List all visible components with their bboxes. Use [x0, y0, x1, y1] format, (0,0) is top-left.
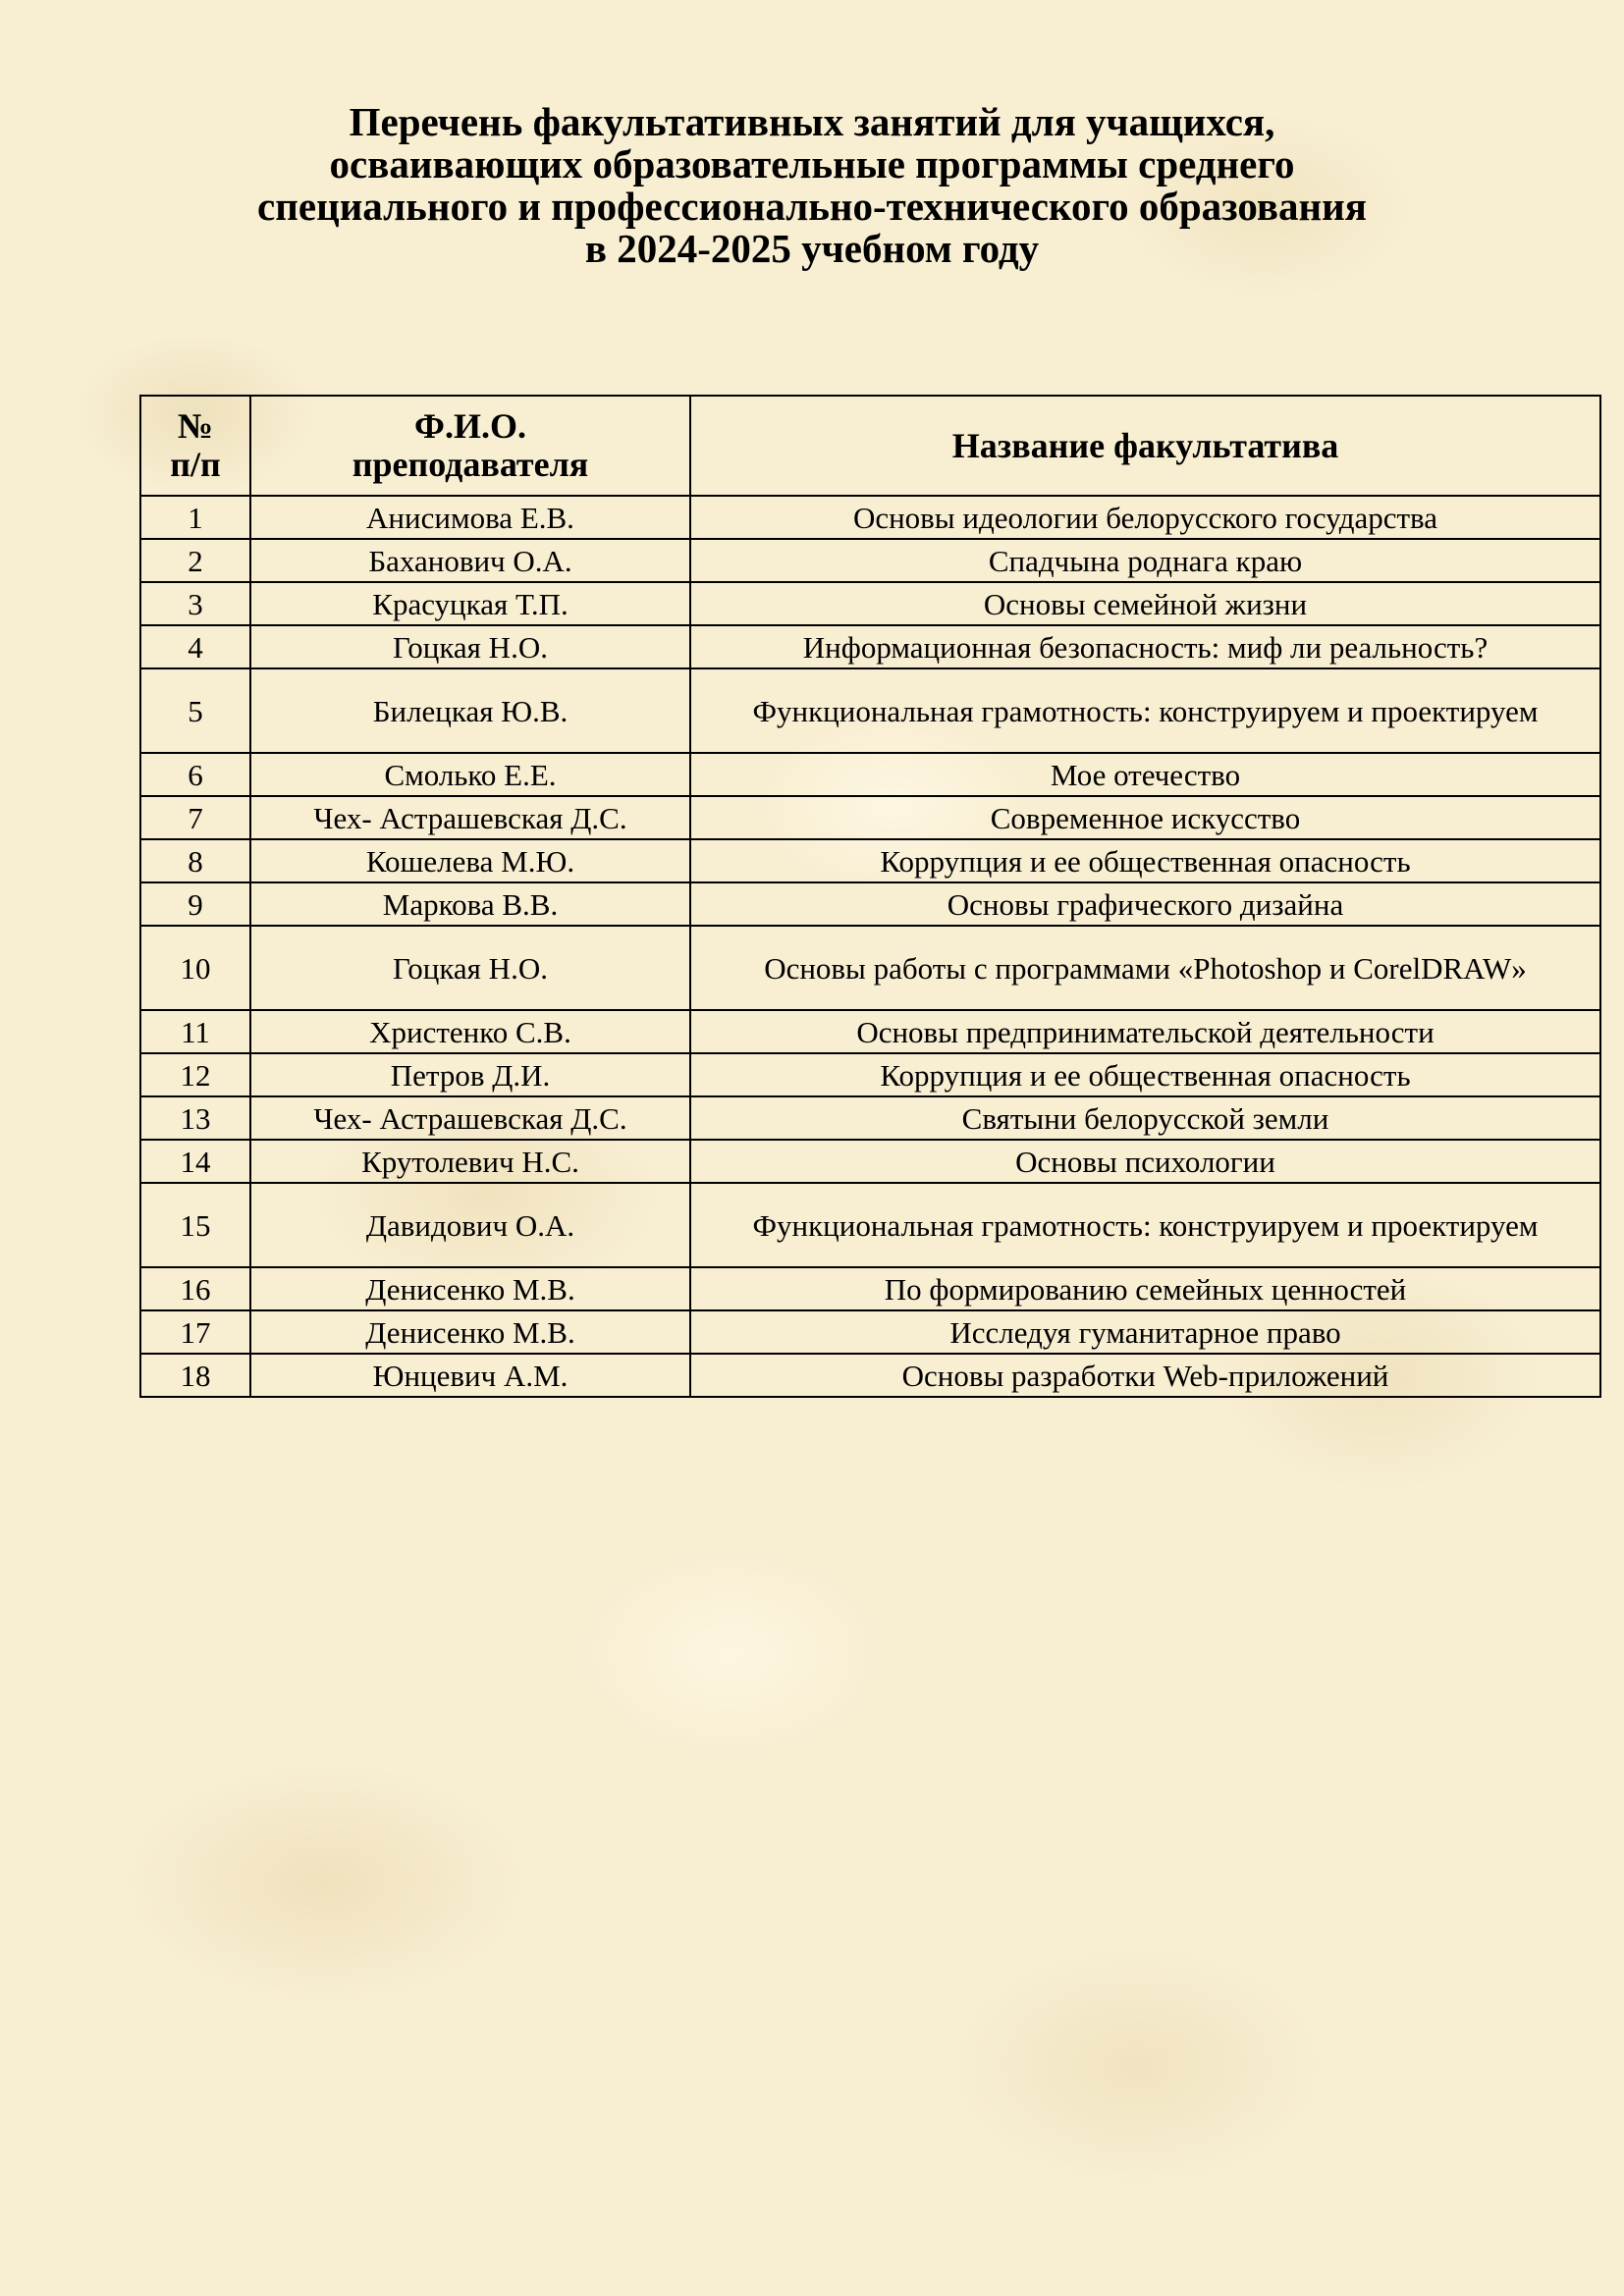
- row-teacher: Чех- Астрашевская Д.С.: [250, 796, 690, 839]
- row-number: 6: [140, 753, 250, 796]
- header-number-line1: №: [177, 406, 214, 446]
- row-number: 18: [140, 1354, 250, 1397]
- row-course: Основы разработки Web-приложений: [690, 1354, 1600, 1397]
- header-teacher-line2: преподавателя: [352, 445, 589, 484]
- row-teacher: Кошелева М.Ю.: [250, 839, 690, 882]
- table-row: [140, 1267, 1600, 1310]
- table-row: [140, 582, 1600, 625]
- row-course: Святыни белорусской земли: [690, 1096, 1600, 1140]
- row-number: 2: [140, 539, 250, 582]
- row-teacher: Денисенко М.В.: [250, 1267, 690, 1310]
- row-course: По формированию семейных ценностей: [690, 1267, 1600, 1310]
- row-course: Основы предпринимательской деятельности: [690, 1010, 1600, 1053]
- table-row: [140, 926, 1600, 1010]
- header-number-line2: п/п: [170, 445, 221, 484]
- row-number: 11: [140, 1010, 250, 1053]
- row-number: 13: [140, 1096, 250, 1140]
- row-course: Основы семейной жизни: [690, 582, 1600, 625]
- table-row: [140, 668, 1600, 753]
- row-teacher: Петров Д.И.: [250, 1053, 690, 1096]
- title-line: Перечень факультативных занятий для учащихся,: [349, 99, 1275, 144]
- row-course: Коррупция и ее общественная опасность: [690, 839, 1600, 882]
- row-teacher: Красуцкая Т.П.: [250, 582, 690, 625]
- row-teacher: Крутолевич Н.С.: [250, 1140, 690, 1183]
- row-teacher: Билецкая Ю.В.: [250, 668, 690, 753]
- row-teacher: Анисимова Е.В.: [250, 496, 690, 539]
- title-line: осваивающих образовательные программы среднего: [329, 141, 1295, 187]
- row-number: 16: [140, 1267, 250, 1310]
- row-teacher: Гоцкая Н.О.: [250, 926, 690, 1010]
- table-row: [140, 1010, 1600, 1053]
- table-row: [140, 1183, 1600, 1267]
- row-course: Основы идеологии белорусского государства: [690, 496, 1600, 539]
- header-teacher-line1: Ф.И.О.: [414, 406, 526, 446]
- table-row: [140, 625, 1600, 668]
- title-line: в 2024-2025 учебном году: [584, 226, 1040, 271]
- table-row: [140, 882, 1600, 926]
- row-number: 14: [140, 1140, 250, 1183]
- row-course: Спадчына роднага краю: [690, 539, 1600, 582]
- table-row: [140, 1053, 1600, 1096]
- title-line: специального и профессионально-технического образования: [257, 184, 1367, 229]
- header-number: [140, 396, 250, 496]
- row-number: 10: [140, 926, 250, 1010]
- row-course: Функциональная грамотность: конструируем и проектируем: [690, 668, 1600, 753]
- row-teacher: Смолько Е.Е.: [250, 753, 690, 796]
- row-teacher: Христенко С.В.: [250, 1010, 690, 1053]
- row-course: Исследуя гуманитарное право: [690, 1310, 1600, 1354]
- table-row: [140, 539, 1600, 582]
- row-course: Функциональная грамотность: конструируем и проектируем: [690, 1183, 1600, 1267]
- row-teacher: Юнцевич А.М.: [250, 1354, 690, 1397]
- faculty-table: [139, 395, 1601, 1398]
- row-course: Основы работы с программами «Photoshop и CorelDRAW»: [690, 926, 1600, 1010]
- row-number: 12: [140, 1053, 250, 1096]
- table-row: [140, 753, 1600, 796]
- row-course: Мое отечество: [690, 753, 1600, 796]
- row-number: 15: [140, 1183, 250, 1267]
- row-number: 4: [140, 625, 250, 668]
- table-row: [140, 839, 1600, 882]
- table-row: [140, 1310, 1600, 1354]
- row-number: 7: [140, 796, 250, 839]
- row-course: Современное искусство: [690, 796, 1600, 839]
- table-row: [140, 496, 1600, 539]
- row-teacher: Маркова В.В.: [250, 882, 690, 926]
- row-teacher: Гоцкая Н.О.: [250, 625, 690, 668]
- row-number: 1: [140, 496, 250, 539]
- row-number: 17: [140, 1310, 250, 1354]
- header-teacher: [250, 396, 690, 496]
- table-header-row: [140, 396, 1600, 496]
- row-number: 9: [140, 882, 250, 926]
- row-number: 3: [140, 582, 250, 625]
- table-row: [140, 796, 1600, 839]
- row-teacher: Денисенко М.В.: [250, 1310, 690, 1354]
- row-course: Коррупция и ее общественная опасность: [690, 1053, 1600, 1096]
- row-course: Основы психологии: [690, 1140, 1600, 1183]
- row-teacher: Давидович О.А.: [250, 1183, 690, 1267]
- table-row: [140, 1096, 1600, 1140]
- page-title: [0, 101, 1624, 270]
- row-number: 5: [140, 668, 250, 753]
- row-teacher: Баханович О.А.: [250, 539, 690, 582]
- row-number: 8: [140, 839, 250, 882]
- row-teacher: Чех- Астрашевская Д.С.: [250, 1096, 690, 1140]
- header-course: Название факультатива: [690, 396, 1600, 496]
- row-course: Основы графического дизайна: [690, 882, 1600, 926]
- table-row: [140, 1140, 1600, 1183]
- table-row: [140, 1354, 1600, 1397]
- row-course: Информационная безопасность: миф ли реальность?: [690, 625, 1600, 668]
